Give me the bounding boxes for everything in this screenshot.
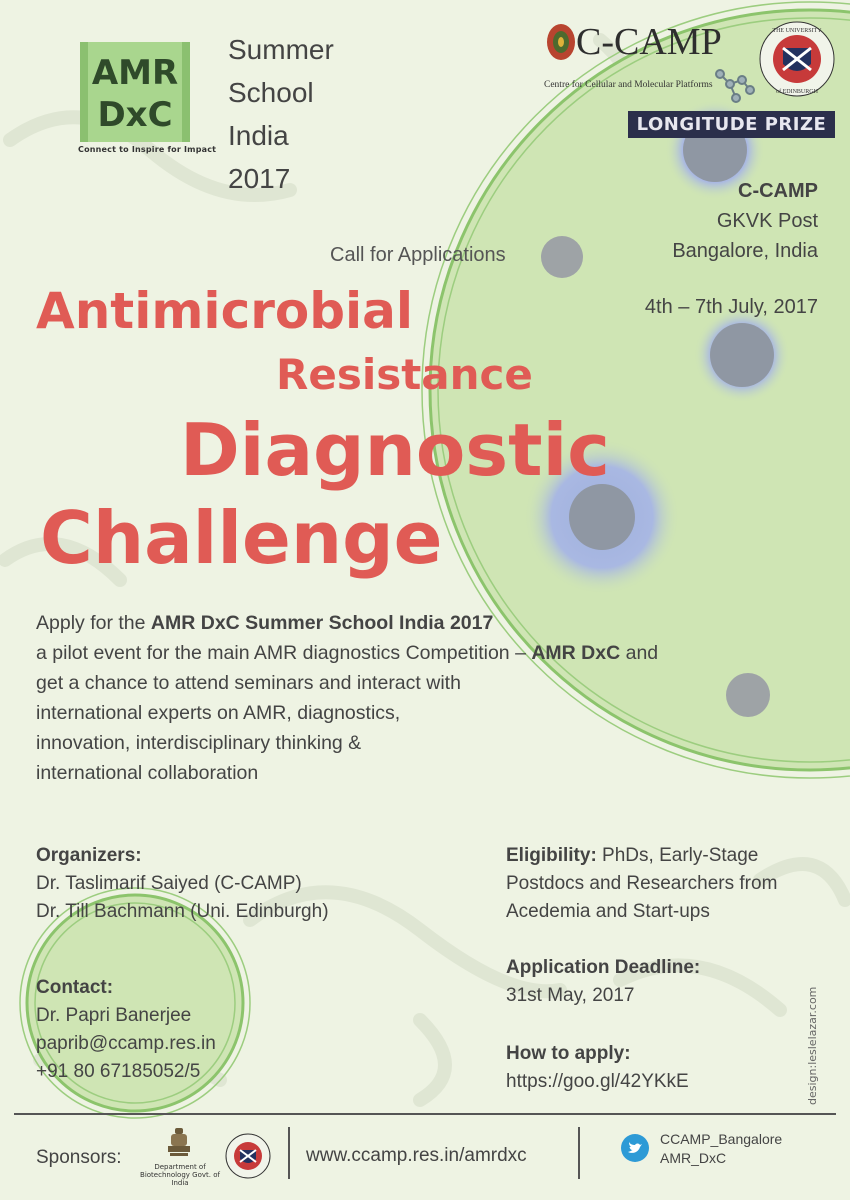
edinburgh-crest-icon: [758, 20, 836, 98]
title-line-1: Antimicrobial: [36, 282, 414, 340]
logo-line-2: DxC: [97, 95, 173, 135]
event-dates: 4th – 7th July, 2017: [644, 296, 818, 318]
twitter-handle-2[interactable]: AMR_DxC: [660, 1150, 727, 1166]
summer-line-4: 2017: [228, 163, 291, 194]
apply-paragraph: [36, 608, 816, 788]
howto-heading: How to apply:: [506, 1043, 631, 1064]
apply-text: a pilot event for the main AMR diagnostics Competition –: [36, 642, 532, 664]
call-for-applications: Call for Applications: [330, 244, 506, 266]
india-emblem-icon: [162, 1126, 196, 1162]
deadline-date: 31st May, 2017: [506, 985, 635, 1006]
organizer-1: Dr. Taslimarif Saiyed (C-CAMP): [36, 873, 302, 894]
apply-link[interactable]: https://goo.gl/42YKkE: [506, 1071, 689, 1092]
apply-text: Apply for the: [36, 612, 151, 634]
contact-email[interactable]: paprib@ccamp.res.in: [36, 1033, 216, 1054]
contact: [36, 974, 216, 1086]
eligibility-text: PhDs, Early-Stage: [596, 845, 759, 866]
design-credit: design:leslelazar.com: [806, 986, 819, 1105]
apply-event-name: AMR DxC Summer School India 2017: [150, 612, 494, 634]
deadline-heading: Application Deadline:: [506, 957, 701, 978]
application-deadline: [506, 954, 700, 1010]
venue: [672, 176, 818, 266]
logo-line-1: AMR: [91, 53, 179, 93]
venue-name: C-CAMP: [738, 180, 818, 202]
summer-line-3: India: [228, 120, 289, 151]
summer-line-1: Summer: [228, 34, 334, 65]
ccamp-logo-icon: [545, 22, 577, 62]
ccamp-name: C-CAMP: [576, 21, 722, 63]
eligibility-line-2: Postdocs and Researchers from: [506, 873, 778, 894]
summer-line-2: School: [228, 77, 314, 108]
footer-divider: [14, 1113, 836, 1115]
footer-separator-2: [578, 1127, 580, 1179]
organizers-heading: Organizers:: [36, 845, 142, 866]
apply-text: innovation, interdisciplinary thinking &: [36, 732, 362, 754]
apply-text: get a chance to attend seminars and interact with: [36, 672, 461, 694]
dbt-label: Department of Biotechnology Govt. of India: [140, 1163, 220, 1187]
website-link[interactable]: www.ccamp.res.in/amrdxc: [306, 1145, 527, 1166]
title-line-3: Diagnostic: [180, 408, 610, 492]
apply-text: and: [620, 642, 659, 664]
venue-line-2: GKVK Post: [716, 210, 818, 232]
how-to-apply: [506, 1040, 689, 1096]
footer-separator-1: [288, 1127, 290, 1179]
svg-text:of EDINBURGH: of EDINBURGH: [776, 89, 818, 95]
svg-text:THE UNIVERSITY: THE UNIVERSITY: [772, 28, 822, 34]
contact-heading: Contact:: [36, 977, 114, 998]
organizer-2: Dr. Till Bachmann (Uni. Edinburgh): [36, 901, 329, 922]
eligibility-heading: Eligibility:: [506, 845, 597, 866]
contact-phone[interactable]: +91 80 67185052/5: [36, 1061, 201, 1082]
twitter-icon[interactable]: [620, 1133, 650, 1163]
title-line-4: Challenge: [40, 496, 443, 580]
apply-text: international collaboration: [36, 762, 259, 784]
title-line-2: Resistance: [276, 350, 533, 399]
molecule-icon: [712, 68, 756, 104]
longitude-prize-logo: LONGITUDE PRIZE: [628, 111, 835, 138]
ccamp-full-name: Centre for Cellular and Molecular Platforms: [544, 80, 713, 90]
apply-text: international experts on AMR, diagnostics,: [36, 702, 401, 724]
sponsors-label: Sponsors:: [36, 1147, 122, 1168]
edinburgh-crest-small-icon: [224, 1132, 272, 1180]
venue-line-3: Bangalore, India: [672, 240, 818, 262]
organizers: [36, 842, 329, 926]
eligibility-line-3: Acedemia and Start-ups: [506, 901, 710, 922]
amr-dxc-logo: [80, 42, 190, 142]
logo-tagline: Connect to Inspire for Impact: [78, 145, 217, 154]
eligibility: [506, 842, 826, 926]
contact-name: Dr. Papri Banerjee: [36, 1005, 192, 1026]
apply-competition-name: AMR DxC: [531, 642, 621, 664]
summer-school-heading: [228, 28, 334, 200]
twitter-handle-1[interactable]: CCAMP_Bangalore: [660, 1131, 783, 1147]
